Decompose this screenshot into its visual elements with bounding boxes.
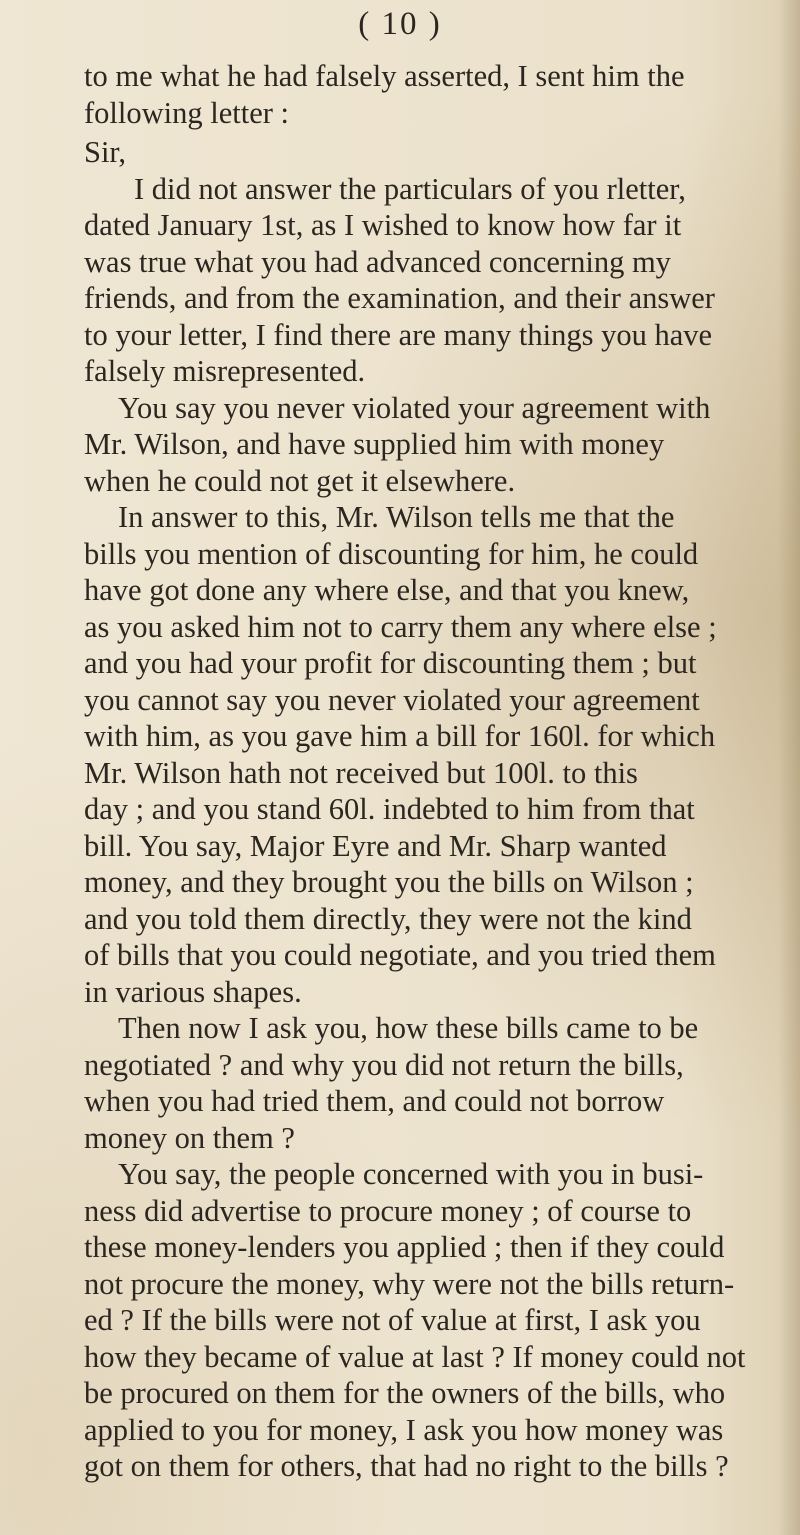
text-line: Mr. Wilson hath not received but 100l. to this (84, 755, 638, 790)
page-number: ( 10 ) (358, 6, 442, 42)
text-line: with him, as you gave him a bill for 160l. for which (84, 719, 716, 753)
salutation: Sir, (84, 135, 126, 169)
text-line: to your letter, I find there are many things you have (84, 317, 713, 352)
page-edge-shadow (778, 0, 800, 1535)
text-line: negotiated ? and why you did not return the bills, (84, 1047, 684, 1082)
text-line: bills you mention of discounting for him, he could (84, 536, 699, 571)
text-line: in various shapes. (84, 974, 302, 1009)
text-line: you cannot say you never violated your agreement (84, 682, 700, 717)
text-line: ness did advertise to procure money ; of course to (84, 1193, 692, 1228)
text-line: when he could not get it elsewhere. (84, 463, 516, 498)
text-line: You say you never violated your agreement with (118, 390, 711, 425)
text-line: was true what you had advanced concerning my (84, 244, 671, 279)
text-line: applied to you for money, I ask you how money was (84, 1412, 724, 1447)
text-line: following letter : (84, 95, 289, 130)
text-line: of bills that you could negotiate, and you tried them (84, 938, 716, 972)
text-line: friends, and from the examination, and their answer (84, 281, 715, 315)
text-line: ed ? If the bills were not of value at first, I ask you (84, 1303, 701, 1337)
text-line: money on them ? (84, 1120, 295, 1155)
text-line: and you had your profit for discounting them ; but (84, 646, 697, 680)
text-line: as you asked him not to carry them any where else ; (84, 609, 717, 644)
text-line: You say, the people concerned with you in busi- (118, 1157, 704, 1191)
text-line: money, and they brought you the bills on Wilson ; (84, 865, 694, 899)
text-line: falsely misrepresented. (84, 354, 366, 388)
text-line: day ; and you stand 60l. indebted to him from that (84, 792, 695, 826)
text-line: I did not answer the particulars of you rletter, (134, 171, 686, 206)
text-line: be procured on them for the owners of the bills, who (84, 1376, 726, 1410)
text-line: dated January 1st, as I wished to know how far it (84, 208, 682, 242)
text-line: not procure the money, why were not the bills return- (84, 1266, 735, 1301)
text-line: when you had tried them, and could not borrow (84, 1084, 665, 1118)
text-line: bill. You say, Major Eyre and Mr. Sharp wanted (84, 828, 667, 863)
text-line: to me what he had falsely asserted, I sent him the (84, 59, 685, 93)
text-line: these money-lenders you applied ; then if they could (84, 1230, 725, 1264)
letter-text (84, 58, 774, 1485)
text-line: In answer to this, Mr. Wilson tells me that the (118, 500, 675, 534)
text-line: have got done any where else, and that you knew, (84, 573, 690, 607)
text-line: how they became of value at last ? If money could not (84, 1339, 746, 1374)
text-line: Then now I ask you, how these bills came to be (118, 1011, 699, 1045)
text-line: and you told them directly, they were not the kind (84, 901, 692, 936)
text-line: got on them for others, that had no right to the bills ? (84, 1449, 729, 1483)
text-line: Mr. Wilson, and have supplied him with money (84, 427, 665, 461)
